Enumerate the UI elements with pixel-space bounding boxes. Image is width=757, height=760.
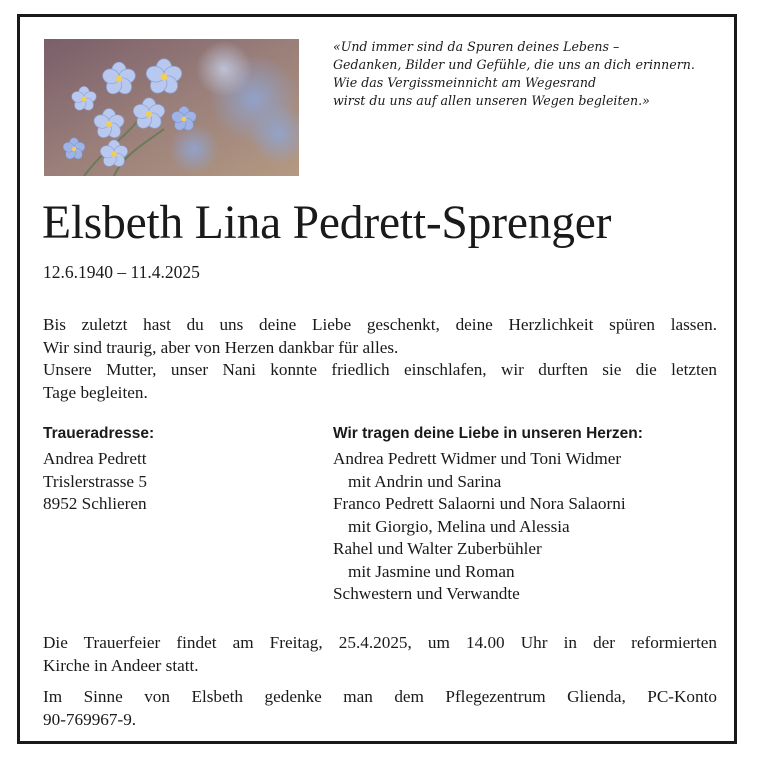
quote-line: «Und immer sind da Spuren deines Lebens –: [333, 39, 620, 54]
message-line: Wir sind traurig, aber von Herzen dankbar für alles.: [43, 337, 399, 357]
quote: [333, 38, 723, 110]
address-line: 8952 Schlieren: [43, 494, 147, 513]
donation-line: Im Sinne von Elsbeth gedenke man dem Pflegezentrum Glienda, PC-Konto: [43, 687, 717, 706]
quote-line: wirst du uns auf allen unseren Wegen begleiten.»: [333, 93, 650, 108]
quote-line: Wie das Vergissmeinnicht am Wegesrand: [333, 75, 597, 90]
quote-line: Gedanken, Bilder und Gefühle, die uns an dich erinnern.: [333, 57, 695, 72]
family-line: Rahel und Walter Zuberbühler: [333, 539, 542, 558]
message-line: Tage begleiten.: [43, 382, 148, 402]
family-line: Franco Pedrett Salaorni und Nora Salaorni: [333, 494, 626, 513]
family-list: [333, 425, 643, 606]
family-line: mit Jasmine und Roman: [348, 561, 515, 581]
family-label: Wir tragen deine Liebe in unseren Herzen:: [333, 425, 643, 442]
mourning-address: [43, 425, 154, 516]
life-dates: 12.6.1940 – 11.4.2025: [43, 262, 200, 282]
family-line: Andrea Pedrett Widmer und Toni Widmer: [333, 449, 622, 468]
family-line: mit Giorgio, Melina und Alessia: [348, 516, 570, 536]
deceased-name: Elsbeth Lina Pedrett-Sprenger: [42, 197, 612, 249]
service-line: Kirche in Andeer statt.: [43, 655, 199, 675]
farewell-message: [43, 314, 717, 404]
forget-me-not-photo: [44, 39, 299, 176]
family-line: Schwestern und Verwandte: [333, 584, 520, 603]
service-line: Die Trauerfeier findet am Freitag, 25.4.2025, um 14.00 Uhr in der reformierten: [43, 633, 717, 652]
donation-notice: [43, 686, 717, 731]
address-line: Trislerstrasse 5: [43, 471, 147, 491]
address-label: Traueradresse:: [43, 425, 155, 442]
message-line: Unsere Mutter, unser Nani konnte friedlich einschlafen, wir durften sie die letzten: [43, 360, 717, 379]
address-line: Andrea Pedrett: [43, 449, 147, 468]
donation-line: 90-769967-9.: [43, 709, 137, 729]
message-line: Bis zuletzt hast du uns deine Liebe geschenkt, deine Herzlichkeit spüren lassen.: [43, 315, 717, 334]
service-notice: [43, 632, 717, 677]
family-line: mit Andrin und Sarina: [348, 471, 502, 491]
